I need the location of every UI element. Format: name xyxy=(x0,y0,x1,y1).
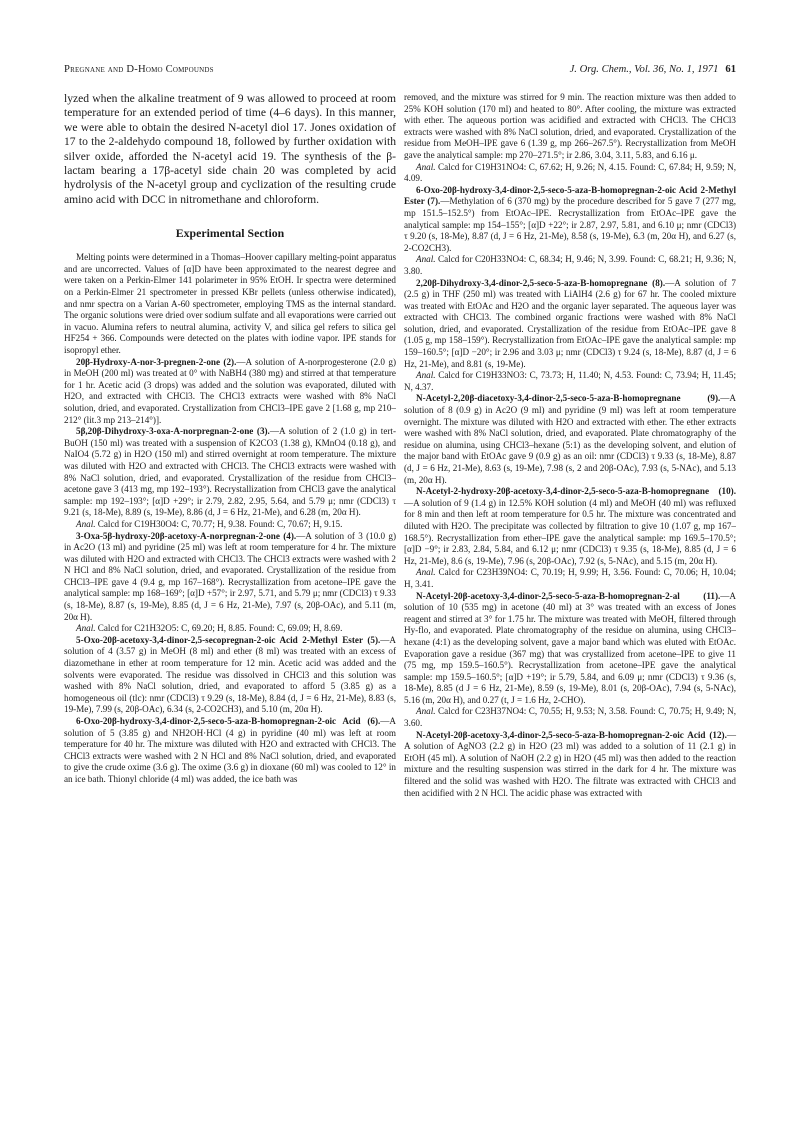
entry-body: —A solution of 5 (3.85 g) and NH2OH·HCl (4 g) in pyridine (40 ml) was left at room temperature for 40 hr. The mixture was diluted with H2O and extracted with CHCl3. The CHCl3 extracts were washed with 2 N HCl and 8% NaCl solution, dried, and evaporated to give the crude oxime (3.6 g). The oxime (3.6 g) in dioxane (60 ml) was cooled to 12° in an ice bath. Thionyl chloride (4 ml) was added, the ice bath was xyxy=(64,716,396,784)
entry-compound-11 xyxy=(404,591,736,707)
general-methods-paragraph: Melting points were determined in a Thomas–Hoover capillary melting-point apparatus and are uncorrected. Values of [α]D have been approximated to the nearest degree and were taken on a Perkin-Elmer 141 polarimeter in 95% EtOH. Ir spectra were determined on a Perkin-Elmer 21 spectrometer in pressed KBr pellets (unless otherwise indicated), and nmr spectra on a Varian A-60 spectrometer, employing TMS as the internal standard. The organic solutions were dried over sodium sulfate and all evaporations were carried out in vacuo. Alumina refers to neutral alumina, activity V, and silica gel refers to silica gel HF254 + 366. Compounds were detected on the plates with iodine vapor. IPE stands for isopropyl ether. xyxy=(64,252,396,355)
analysis-label: Anal. xyxy=(416,370,436,381)
entry-heading: N-Acetyl-20β-acetoxy-3,4-dinor-2,5-seco-5-aza-B-homopregnan-2-al (11). xyxy=(416,590,721,601)
analysis-compound-11 xyxy=(404,706,736,729)
entry-heading: 3-Oxa-5β-hydroxy-20β-acetoxy-A-norpregnan-2-one (4). xyxy=(76,530,297,541)
entry-heading: N-Acetyl-2,20β-diacetoxy-3,4-dinor-2,5-seco-5-aza-B-homopregnane (9). xyxy=(416,393,721,404)
analysis-text: Calcd for C19H30O4: C, 70.77; H, 9.38. Found: C, 70.67; H, 9.15. xyxy=(97,518,343,529)
entry-heading: N-Acetyl-20β-acetoxy-3,4-dinor-2,5-seco-5-aza-B-homopregnan-2-oic Acid (12). xyxy=(416,729,727,740)
entry-body: —A solution of 7 (2.5 g) in THF (250 ml) was treated with LiAlH4 (2.6 g) for 67 hr. The cooled mixture was treated with EtOAc and H2O and the organic layer separated. The aqueous layer was extracted with CHCl3. The combined organic fractions were washed with 8% NaCl solution, dried, and evaporated. Crystallization of the residue from EtOAc–IPE gave 8 (1.05 g, mp 158–159°). Recrystallization from EtOAc–IPE gave the analytical sample: mp 159–160.5°; [α]D −20°; ir 2.96 and 3.03 μ; nmr (CDCl3) τ 9.24 (s, 18-Me), 8.87 (d, J = 6 Hz, 21-Me), and 8.81 (s, 19-Me). xyxy=(404,277,736,369)
analysis-compound-4 xyxy=(64,623,396,635)
analysis-compound-8 xyxy=(404,370,736,393)
analysis-compound-7 xyxy=(404,254,736,277)
running-head xyxy=(64,64,736,80)
entry-compound-3 xyxy=(64,426,396,519)
entry-heading: 6-Oxo-20β-hydroxy-3,4-dinor-2,5-seco-5-aza-B-homopregnan-2-oic Acid (6). xyxy=(76,716,381,726)
intro-paragraph: lyzed when the alkaline treatment of 9 was allowed to proceed at room temperature for an extended period of time (4–6 days). In this manner, we were able to obtain the desired N-acetyl diol 17. Jones oxidation of 17 to the 2-aldehydo compound 18, followed by further oxidation with silver oxide, afforded the N-acetyl acid 19. The synthesis of the β-lactam bearing a 17β-acetyl side chain 20 was completed by acid hydrolysis of the N-acetyl group and cyclization of the resulting crude amino acid with DCC in nitromethane and chloroform. xyxy=(64,92,396,206)
analysis-text: Calcd for C20H33NO4: C, 68.34; H, 9.46; N, 3.99. Found: C, 68.21; H, 9.36; N, 3.80. xyxy=(404,254,736,276)
analysis-label: Anal. xyxy=(416,706,436,717)
analysis-label: Anal. xyxy=(76,623,96,634)
entry-body: —A solution of 4 (3.57 g) in MeOH (8 ml) and ether (8 ml) was treated with an excess of diazomethane in ether at room temperature for 12 min. Acetic acid was added and the solvents were evaporated. The residue was dissolved in CHCl3 and this solution was washed with 8% NaCl solution, dried, and evaporated to afford 5 (3.85 g) as a homogeneous oil (tlc): nmr (CDCl3) τ 9.29 (s, 18-Me), 8.84 (d, J = 6 Hz, 21-Me), 8.83 (s, 19-Me), 7.99 (s, 20β-OAc), 6.34 (s, 2-CO2CH3), and 5.10 (m, 20α H). xyxy=(64,634,396,715)
analysis-label: Anal. xyxy=(76,518,96,529)
analysis-text: Calcd for C19H31NO4: C, 67.62; H, 9.26; N, 4.15. Found: C, 67.84; H, 9.59; N, 4.09. xyxy=(404,161,736,184)
entry-heading: 5β,20β-Dihydroxy-3-oxa-A-norpregnan-2-one (3). xyxy=(76,426,270,437)
entry-body: —A solution of 8 (0.9 g) in Ac2O (9 ml) and pyridine (9 ml) was left at room temperature overnight. The mixture was diluted with H2O and extracted with ether. The ether extracts were washed with 8% NaCl solution, dried, and evaporated. Plate chromatography of the residue on alumina, using CHCl3–hexane (5:1) as the developing solvent, and elution of the major band with EtOAc gave 9 (0.9 g) as an oil: nmr (CDCl3) τ 9.33 (s, 18-Me), 8.87 (d, J = 6 Hz, 21-Me), 8.63 (s, 19-Me), 7.98 (s, 2 and 20β-OAc), 7.93 (s, 5-NAc), and 5.13 (m, 20α H). xyxy=(404,393,736,485)
entry-compound-4 xyxy=(64,531,396,624)
entry-body: —A solution of 2 (1.0 g) in tert-BuOH (150 ml) was treated with a suspension of K2CO3 (1.38 g), KMnO4 (0.18 g), and NaIO4 (5.72 g) in H2O (150 ml) and stirred overnight at room temperature. The mixture was diluted with H2O and extracted with CHCl3. The CHCl3 extracts were washed with 8% NaCl solution, dried, and evaporated. Crystallization of the residue from CHCl3–acetone gave 3 (413 mg, mp 192–193°). Recrystallization from CHCl3 gave the analytical sample: mp 192–193°; [α]D +29°; ir 2.79, 2.82, 2.95, 5.64, and 5.79 μ; nmr (CDCl3) τ 9.21 (s, 18-Me), 8.89 (s, 19-Me), 8.86 (d, J = 6 Hz, 21-Me), and 6.28 (m, 20α H). xyxy=(64,426,396,518)
entry-compound-6 xyxy=(64,716,396,786)
analysis-compound-3 xyxy=(64,519,396,531)
running-head-title: Pregnane and D-Homo Compounds xyxy=(64,64,214,75)
analysis-text: Calcd for C23H39NO4: C, 70.19; H, 9.99; H, 3.56. Found: C, 70.06; H, 10.04; H, 3.41. xyxy=(404,567,736,589)
entry-heading: 5-Oxo-20β-acetoxy-3,4-dinor-2,5-secopregnan-2-oic Acid 2-Methyl Ester (5). xyxy=(76,634,381,645)
analysis-label: Anal. xyxy=(416,161,436,172)
analysis-compound-10 xyxy=(404,567,736,590)
analysis-label: Anal. xyxy=(416,567,436,578)
entry-compound-5 xyxy=(64,635,396,716)
entry-compound-7 xyxy=(404,185,736,255)
journal-citation: J. Org. Chem., Vol. 36, No. 1, 1971 xyxy=(569,64,719,75)
entry-compound-12 xyxy=(404,730,736,800)
entry-body: —A solution of A-norprogesterone (2.0 g) in MeOH (200 ml) was treated at 0° with NaBH4 (380 mg) and stirred at that temperature for 1 hr. Acetic acid (3 drops) was added and the solution was evaporated, diluted with H2O, and extracted with CHCl3. The CHCl3 extracts were washed with 8% NaCl solution, dried, and evaporated. Crystallization from CHCl3–IPE gave 2 [1.68 g, mp 210–212° (lit.3 mp 213–214°)]. xyxy=(64,356,396,425)
analysis-text: Calcd for C21H32O5: C, 69.20; H, 8.85. Found: C, 69.09; H, 8.69. xyxy=(97,623,343,634)
entry-body: —A solution of 3 (10.0 g) in Ac2O (13 ml) and pyridine (25 ml) was left at room temperature for 4 hr. The mixture was diluted with H2O and extracted with CHCl3. The CHCl3 extracts were washed with 2 N HCl and 8% NaCl solution, dried, and evaporated. Crystallization of the residue from CHCl3–IPE gave 4 (9.4 g, mp 167–168°). Recrystallization from acetone–IPE gave the analytical sample: mp 168–169°; [α]D +57°; ir 2.97, 5.71, and 5.79 μ; nmr (CDCl3) τ 9.33 (s, 18-Me), 8.87 (s, 19-Me), 8.85 (d, J = 6 Hz, 21-Me), 7.97 (s, 20β-OAc), and 5.11 (m, 20α H). xyxy=(64,530,397,622)
analysis-compound-6 xyxy=(404,162,736,185)
entry-compound-8 xyxy=(404,278,736,371)
entry-compound-6-continued: removed, and the mixture was stirred for 9 min. The reaction mixture was then added to 25% KOH solution (170 ml) and heated to 80°. After cooling, the mixture was extracted with ether. The aqueous portion was acidified and extracted with CHCl3. The CHCl3 extracts were washed with 8% NaCl solution, dried, and evaporated. Crystallization of the residue from MeOH–IPE gave 6 (1.39 g, mp 266–267.5°). Recrystallization from MeOH gave the analytical sample: mp 270–271.5°; ir 2.86, 3.04, 3.11, 5.83, and 6.16 μ. xyxy=(404,92,736,160)
left-column xyxy=(64,92,396,786)
entry-body: —A solution of AgNO3 (2.2 g) in H2O (23 ml) was added to a solution of 11 (2.1 g) in EtOH (45 ml). A solution of NaOH (2.2 g) in H2O (45 ml) was then added to the reaction mixture and the resulting suspension was stirred in the dark for 4 hr. The mixture was filtered and the solid was washed with H2O. The filtrate was extracted with CHCl3 and then acidified with 2 N HCl. The acidic phase was extracted with xyxy=(404,729,736,798)
section-title: Experimental Section xyxy=(175,226,285,241)
analysis-text: Calcd for C19H33NO3: C, 73.73; H, 11.40; N, 4.53. Found: C, 73.94; H, 11.45; N, 4.37. xyxy=(404,370,737,392)
running-head-journal xyxy=(570,64,736,75)
entry-heading: N-Acetyl-2-hydroxy-20β-acetoxy-3,4-dinor-2,5-seco-5-aza-B-homopregnane (10). xyxy=(416,486,736,497)
entry-heading: 20β-Hydroxy-A-nor-3-pregnen-2-one (2). xyxy=(76,356,237,367)
entry-compound-10 xyxy=(404,486,736,567)
entry-body: —Methylation of 6 (370 mg) by the procedure described for 5 gave 7 (277 mg, mp 151.5–152.5°) from EtOAc–IPE. Recrystallization from EtOAc–IPE gave the analytical sample: mp 154–155°; [α]D +22°; ir 2.87, 2.97, 5.81, and 6.10 μ; nmr (CDCl3) τ 9.20 (s, 18-Me), 8.87 (d, J = 6 Hz, 21-Me), 8.58 (s, 19-Me), 6.3 (m, 20α H), and 6.27 (s, 2-CO2CH3). xyxy=(404,196,736,253)
page-number: 61 xyxy=(725,64,736,75)
analysis-label: Anal. xyxy=(416,254,436,265)
entry-compound-9 xyxy=(404,393,736,486)
entry-heading: 6-Oxo-20β-hydroxy-3,4-dinor-2,5-seco-5-aza-B-homopregnan-2-oic Acid 2-Methyl Ester (7). xyxy=(404,184,736,207)
entry-heading: 2,20β-Dihydroxy-3,4-dinor-2,5-seco-5-aza-B-homopregnane (8). xyxy=(416,277,666,288)
entry-body: —A solution of 9 (1.4 g) in 12.5% KOH solution (4 ml) and MeOH (40 ml) was refluxed for 8 min and then left at room temperature for 0.5 hr. The mixture was concentrated and diluted with H2O. The precipitate was collected by filtration to give 10 (1.07 g, mp 167–168.5°). Recrystallization from ether–IPE gave the analytical sample: mp 169.5–170.5°; [α]D −9°; ir 2.83, 2.84, 5.84, and 6.12 μ; nmr (CDCl3) τ 9.35 (s, 18-Me), 8.85 (d, J = 6 Hz, 21-Me), 8.6 (s, 19-Me), 7.96 (s, 20β-OAc), 7.92 (s, 5-NAc), and 5.15 (m, 20α H). xyxy=(404,497,736,566)
analysis-text: Calcd for C23H37NO4: C, 70.55; H, 9.53; N, 3.58. Found: C, 70.75; H, 9.49; N, 3.60. xyxy=(404,706,736,729)
right-column xyxy=(404,92,736,799)
entry-body: —A solution of 10 (535 mg) in acetone (40 ml) at 3° was treated with an excess of Jones reagent and stirred at 3° for 1.75 hr. The mixture was treated with MeOH, filtered through Hy-flo, and evaporated. Plate chromatography of the residue on alumina, using CHCl3–hexane (4:1) as the developing solvent, gave a major band which was eluted with EtOAc. Evaporation gave a residue (367 mg) that was crystallized from acetone–IPE to give 11 (75 mg, mp 159.5–160.5°). Recrystallization from acetone–IPE gave the analytical sample: mp 159.5–160.5°; [α]D +19°; ir 5.79, 5.84, and 6.09 μ; nmr (CDCl3) τ 9.36 (s, 18-Me), 8.85 (d J = 6 Hz, 21-Me), 8.59 (s, 19-Me), 8.01 (s, 20β-OAc), 7.94 (s, 5-NAc), 5.16 (m, 20α H), and 0.27 (t, J = 1.6 Hz, 2-CHO). xyxy=(404,590,736,705)
entry-compound-2 xyxy=(64,357,396,427)
